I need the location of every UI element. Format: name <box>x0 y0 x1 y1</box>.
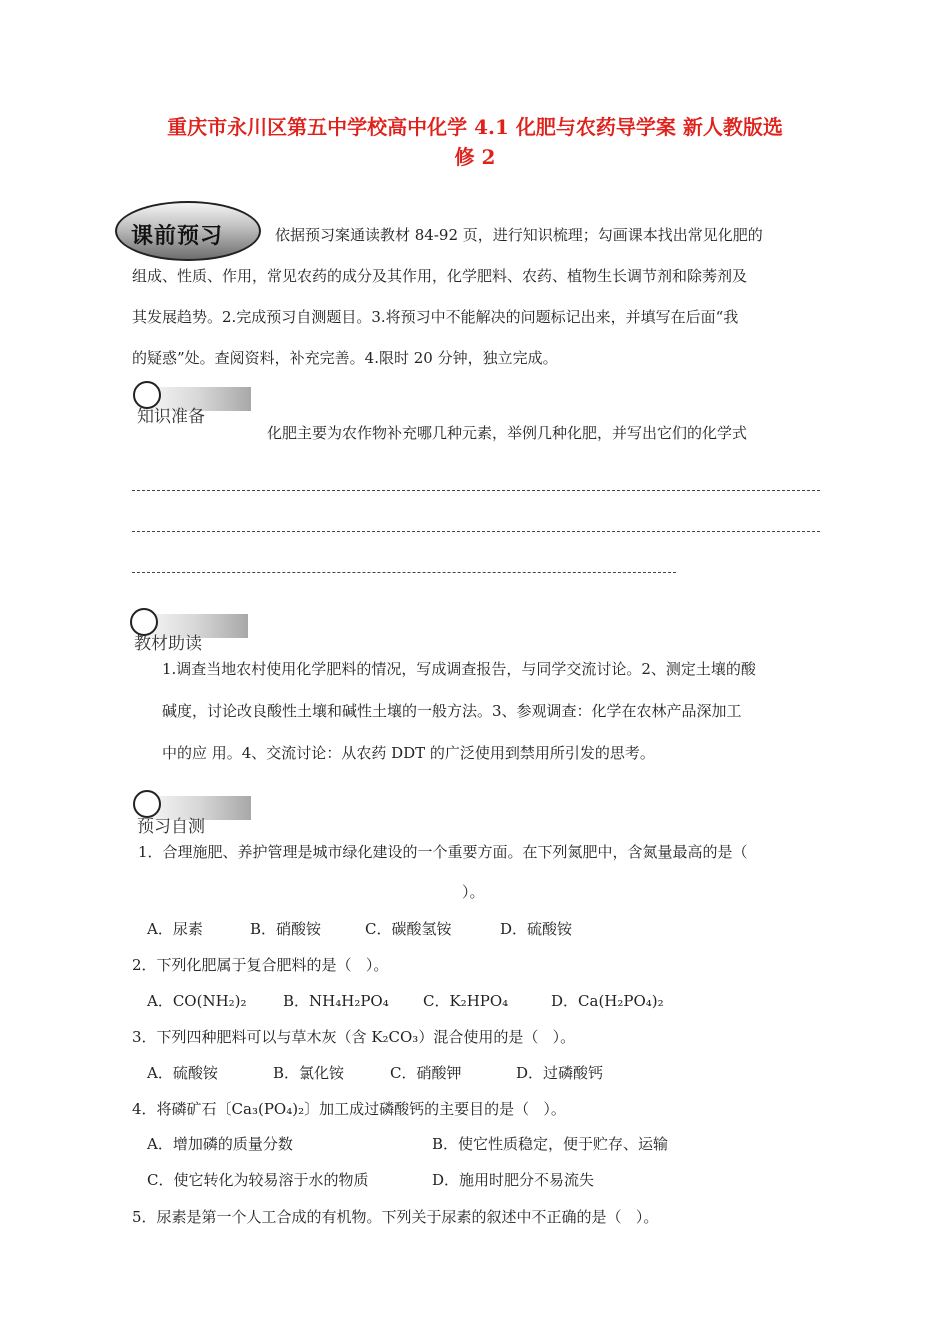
knowledge-question: 化肥主要为农作物补充哪几种元素，举例几种化肥，并写出它们的化学式 <box>267 424 748 442</box>
q4-option-c: C．使它转化为较易溶于水的物质 <box>147 1171 369 1189</box>
q4-option-a: A．增加磷的质量分数 <box>147 1135 293 1153</box>
q4-option-d: D．施用时肥分不易流失 <box>432 1171 595 1189</box>
question-3: 3．下列四种肥料可以与草木灰（含 K₂CO₃）混合使用的是（ ）。 <box>132 1028 576 1046</box>
q3-option-d: D．过磷酸钙 <box>516 1064 604 1082</box>
preview-line-4: 的疑惑”处。查阅资料，补充完善。4.限时 20 分钟，独立完成。 <box>132 349 558 367</box>
textbook-line-1: 1.调查当地农村使用化学肥料的情况，写成调查报告，与同学交流讨论。2、测定土壤的酸 <box>162 660 756 678</box>
q3-option-c: C．硝酸钾 <box>390 1064 462 1082</box>
q1-option-a: A．尿素 <box>147 920 203 938</box>
q4-option-b: B．使它性质稳定，便于贮存、运输 <box>432 1135 669 1153</box>
answer-line-2 <box>132 531 820 532</box>
textbook-line-3: 中的应 用。4、交流讨论：从农药 DDT 的广泛使用到禁用所引发的思考。 <box>162 744 655 762</box>
selftest-header-label: 预习自测 <box>137 817 205 837</box>
question-2: 2．下列化肥属于复合肥料的是（ ）。 <box>132 956 389 974</box>
textbook-line-2: 碱度，讨论改良酸性土壤和碱性土壤的一般方法。3、参观调查：化学在农林产品深加工 <box>162 702 742 720</box>
title-line-1: 重庆市永川区第五中学校高中化学 4.1 化肥与农药导学案 新人教版选 <box>167 115 783 139</box>
answer-line-3 <box>132 572 676 573</box>
question-5: 5．尿素是第一个人工合成的有机物。下列关于尿素的叙述中不正确的是（ ）。 <box>132 1208 659 1226</box>
question-4: 4．将磷矿石〔Ca₃(PO₄)₂〕加工成过磷酸钙的主要目的是（ ）。 <box>132 1100 566 1118</box>
textbook-header-label: 教材助读 <box>134 634 202 654</box>
preview-line-1: 依据预习案通读教材 84-92 页，进行知识梳理；勾画课本找出常见化肥的 <box>275 226 763 244</box>
preview-line-3: 其发展趋势。2.完成预习自测题目。3.将预习中不能解决的问题标记出来，并填写在后面“我 <box>132 308 739 326</box>
q2-option-a: A．CO(NH₂)₂ <box>147 992 247 1010</box>
preview-line-2: 组成、性质、作用，常见农药的成分及其作用，化学肥料、农药、植物生长调节剂和除莠剂及 <box>132 267 748 285</box>
q2-option-b: B．NH₄H₂PO₄ <box>283 992 389 1010</box>
question-1-end: ）。 <box>462 883 485 901</box>
preview-badge <box>115 201 261 261</box>
title-line-2: 修 2 <box>454 145 496 169</box>
q3-option-b: B．氯化铵 <box>273 1064 345 1082</box>
document-title <box>120 112 830 172</box>
q1-option-c: C．碳酸氢铵 <box>365 920 452 938</box>
q1-option-b: B．硝酸铵 <box>250 920 322 938</box>
q1-option-d: D．硫酸铵 <box>500 920 573 938</box>
preview-badge-label: 课前预习 <box>131 224 224 249</box>
q3-option-a: A．硫酸铵 <box>147 1064 218 1082</box>
q2-option-c: C．K₂HPO₄ <box>423 992 509 1010</box>
knowledge-header-label: 知识准备 <box>137 407 205 427</box>
question-1: 1．合理施肥、养护管理是城市绿化建设的一个重要方面。在下列氮肥中，含氮量最高的是（ <box>138 843 748 861</box>
q2-option-d: D．Ca(H₂PO₄)₂ <box>551 992 664 1010</box>
answer-line-1 <box>132 490 820 491</box>
